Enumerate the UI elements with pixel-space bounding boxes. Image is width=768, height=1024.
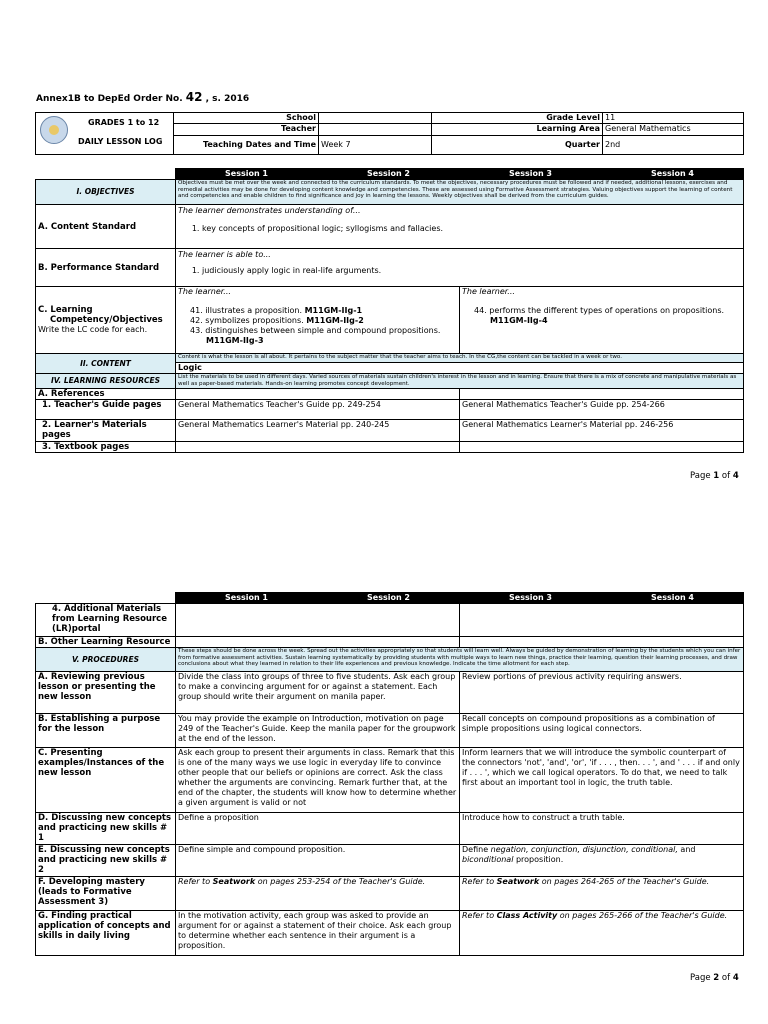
lc-sessions-1-2 [176,287,460,354]
session-header-row [36,169,744,180]
textbook-pages-label: 3. Textbook pages [36,442,176,453]
procedures-note: These steps should be done across the week. Spread out the activities appropriately so that students will learn well. Always be guided by demonstration of learning by the students which you can infer from formative assessment activities. Sustain learning systematically by providing students with multiple ways to learn new things, practice their learning, question their learning processes, and draw conclusions about what they learned in relation to their life experiences and previous knowledge. Indicate the time allotment for each step. [176,648,744,672]
procedure-c-right: Inform learners that we will introduce the symbolic counterpart of the connectors 'not', 'and', 'or', 'if . . . , then. . . ', and ' . . . if and only if . . . ', which we call logical operators. To do that, we need to talk first about an important tool in logic, the truth table. [460,748,744,813]
performance-standard-cell [176,249,744,287]
lc-left-item-42: 42. symbolizes propositions. M11GM-IIg-2 [190,316,364,325]
procedure-d-right: Introduce how to construct a truth table. [460,813,744,845]
procedure-g-right: Refer to Class Activity on pages 265-266 of the Teacher's Guide. [460,911,744,956]
school-label: School [174,113,319,124]
procedure-a-label: A. Reviewing previous lesson or presenting the new lesson [36,672,176,714]
lc-label-line2: Competency/Objectives [50,315,163,325]
session-3-header: Session 3 [460,169,602,180]
lc-right-intro: The learner... [462,287,515,296]
procedure-b-right: Recall concepts on compound propositions as a combination of simple propositions using logical connectors. [460,714,744,748]
procedure-f-right: Refer to Seatwork on pages 264-265 of the Teacher's Guide. [460,877,744,911]
teaching-dates-field[interactable]: Week 7 [319,135,432,154]
page-1-number: Page 1 of 4 [690,471,739,481]
learning-competency-label [36,287,176,354]
teachers-guide-left: General Mathematics Teacher's Guide pp. 249-254 [176,400,460,420]
procedure-g-left: In the motivation activity, each group was asked to provide an argument for or against a statement of their choice. Ask each group to determine whether each sentence in their argument is a proposition. [176,911,460,956]
annex-prefix: Annex1B to DepEd Order No. [36,94,186,104]
content-standard-label: A. Content Standard [36,205,176,249]
teachers-guide-right: General Mathematics Teacher's Guide pp. 254-266 [460,400,744,420]
session-4-header: Session 4 [602,169,744,180]
school-field[interactable] [319,113,432,124]
procedure-d-label: D. Discussing new concepts and practicing new skills # 1 [36,813,176,845]
lc-left-item-41: 41. illustrates a proposition. M11GM-IIg-1 [190,306,363,315]
performance-standard-item: 1. judiciously apply logic in real-life arguments. [202,266,741,276]
content-label: II. CONTENT [36,354,176,374]
lc-label-line1: C. Learning [38,305,93,315]
page2-lesson-table [35,592,744,956]
grade-level-label: Grade Level [432,113,603,124]
annex-number: 42 [185,90,203,104]
session-2-header: Session 2 [318,169,460,180]
performance-standard-label: B. Performance Standard [36,249,176,287]
performance-standard-intro: The learner is able to... [178,250,271,259]
content-note: Content is what the lesson is all about. It pertains to the subject matter that the teacher aims to teach. In the CG,the content can be tackled in a week or two. [176,354,744,363]
procedure-c-label: C. Presenting examples/Instances of the new lesson [36,748,176,813]
learning-area-label: Learning Area [432,124,603,135]
session-4-header-p2: Session 4 [602,593,744,604]
procedure-f-left: Refer to Seatwork on pages 253-254 of the Teacher's Guide. [176,877,460,911]
session-1-header: Session 1 [176,169,318,180]
annex-suffix: , s. 2016 [202,94,250,104]
learning-area-field[interactable]: General Mathematics [603,124,744,135]
lc-right-item-44: 44. performs the different types of operations on propositions. M11GM-IIg-4 [474,306,725,325]
lc-left-intro: The learner... [178,287,231,296]
learners-materials-right: General Mathematics Learner's Material pp. 246-256 [460,420,744,442]
procedure-a-right: Review portions of previous activity requiring answers. [460,672,744,714]
procedures-label: V. PROCEDURES [36,648,176,672]
procedure-b-label: B. Establishing a purpose for the lesson [36,714,176,748]
lc-left-item-43: 43. distinguishes between simple and compound propositions. M11GM-IIg-3 [190,326,441,345]
content-standard-cell [176,205,744,249]
session-1-header-p2: Session 1 [176,593,318,604]
header-table [35,112,744,155]
procedure-c-left: Ask each group to present their arguments in class. Remark that this is one of the many ways we use logic in everyday life to convince other people that our beliefs or opinions are correct. Ask the class whether the arguments are convincing. Remark further that, at the end of the chapter, the students will know how to determine whether a given argument is valid or not [176,748,460,813]
teacher-field[interactable] [319,124,432,135]
procedure-e-label: E. Discussing new concepts and practicing new skills # 2 [36,845,176,877]
header-logo-cell [36,113,174,155]
content-standard-item: 1. key concepts of propositional logic; syllogisms and fallacies. [202,224,741,234]
procedure-e-left: Define simple and compound proposition. [176,845,460,877]
procedure-e-right: Define negation, conjunction, disjunction, conditional, and biconditional proposition. [460,845,744,877]
other-resources-label: B. Other Learning Resource [36,637,176,648]
lc-label-line3: Write the LC code for each. [38,325,148,334]
deped-seal-icon [40,116,68,144]
session-header-row-p2 [36,593,744,604]
content-standard-intro: The learner demonstrates understanding of... [178,206,361,215]
quarter-field[interactable]: 2nd [603,135,744,154]
objectives-note: Objectives must be met over the week and connected to the curriculum standards. To meet the objectives, necessary procedures must be followed and if needed, additional lessons, exercises and remedial activities may be done for developing content knowledge and competencies. These are assessed using Formative Assessment strategies. Valuing objectives support the learning of content and competencies and enable children to find significance and joy in learning the lessons. Weekly objectives shall be derived from the curriculum guides. [176,180,744,205]
learning-resources-note: List the materials to be used in different days. Varied sources of materials sustain children's interest in the lesson and in learning. Ensure that there is a mix of concrete and manipulative materials as well as paper-based materials. Hands-on learning promotes concept development. [176,374,744,389]
learning-resources-label: IV. LEARNING RESOURCES [36,374,176,389]
teacher-label: Teacher [174,124,319,135]
objectives-label: I. OBJECTIVES [36,180,176,205]
procedure-g-label: G. Finding practical application of concepts and skills in daily living [36,911,176,956]
daily-lesson-log-title: DAILY LESSON LOG [78,137,163,146]
learners-materials-label: 2. Learner's Materials pages [36,420,176,442]
lc-sessions-3-4 [460,287,744,354]
learners-materials-left: General Mathematics Learner's Material pp. 240-245 [176,420,460,442]
procedure-d-left: Define a proposition [176,813,460,845]
annex-line [36,90,249,104]
content-value: Logic [176,363,744,374]
grades-label: GRADES 1 to 12 [88,118,160,127]
page1-lesson-table [35,168,744,453]
teachers-guide-label: 1. Teacher's Guide pages [36,400,176,420]
page-2-number: Page 2 of 4 [690,973,739,983]
procedure-f-label: F. Developing mastery (leads to Formative Assessment 3) [36,877,176,911]
references-label: A. References [36,389,176,400]
procedure-b-left: You may provide the example on Introduction, motivation on page 249 of the Teacher's Guide. Keep the manila paper for the groupwork at the end of the lesson. [176,714,460,748]
procedure-a-left: Divide the class into groups of three to five students. Ask each group to make a convincing argument for or against a statement. Each group should write their argument on manila paper. [176,672,460,714]
session-3-header-p2: Session 3 [460,593,602,604]
session-2-header-p2: Session 2 [318,593,460,604]
teaching-dates-label: Teaching Dates and Time [174,135,319,154]
quarter-label: Quarter [432,135,603,154]
grade-level-field[interactable]: 11 [603,113,744,124]
additional-materials-label: 4. Additional Materials from Learning Resource (LR)portal [36,604,176,637]
